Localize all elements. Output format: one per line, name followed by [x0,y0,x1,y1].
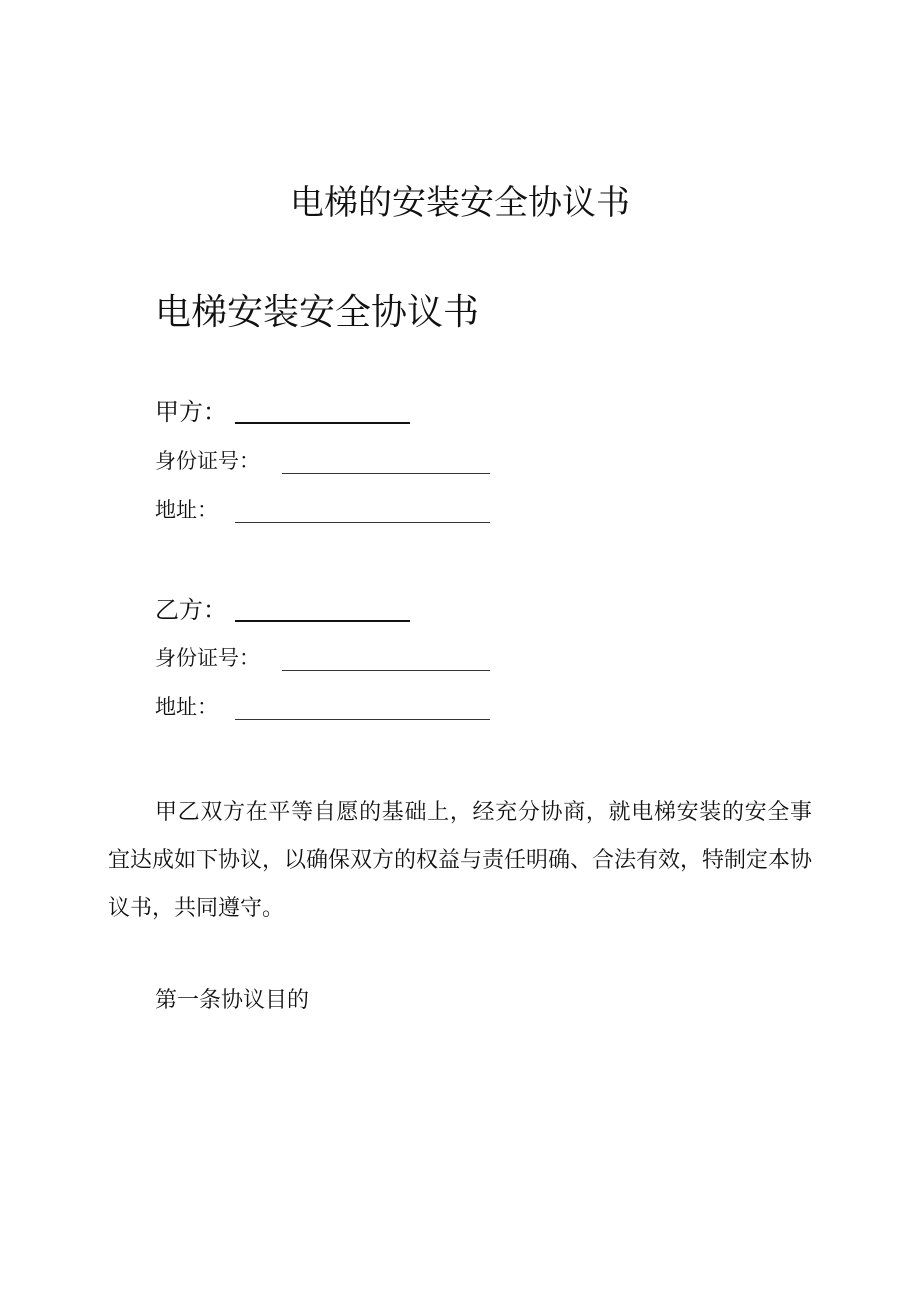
party-b-blank [235,596,410,622]
party-b-id-label: 身份证号： [155,646,260,670]
party-b-label: 乙方： [155,596,227,624]
party-b-line [155,594,410,626]
party-a-label: 甲方： [155,398,227,426]
party-a-address-blank [235,522,490,523]
party-b-address-label: 地址： [155,695,218,719]
document-subtitle: 电梯安装安全协议书 [155,292,480,333]
party-b-id-line [155,643,260,673]
party-a-id-label: 身份证号： [155,449,260,473]
party-a-line [155,396,410,428]
article-1-heading: 第一条协议目的 [155,988,310,1013]
party-a-address-line [155,495,218,525]
party-a-blank [235,398,410,424]
party-a-address-label: 地址： [155,498,218,522]
document-title: 电梯的安装安全协议书 [290,183,630,223]
intro-paragraph: 甲乙双方在平等自愿的基础上，经充分协商，就电梯安装的安全事宜达成如下协议，以确保双方的权益与责任明确、合法有效，特制定本协议书，共同遵守。 [108,800,813,921]
party-b-address-line [155,692,218,722]
party-b-address-blank [235,719,490,720]
party-a-id-blank [282,473,490,474]
party-a-id-line [155,446,260,476]
party-b-id-blank [282,670,490,671]
